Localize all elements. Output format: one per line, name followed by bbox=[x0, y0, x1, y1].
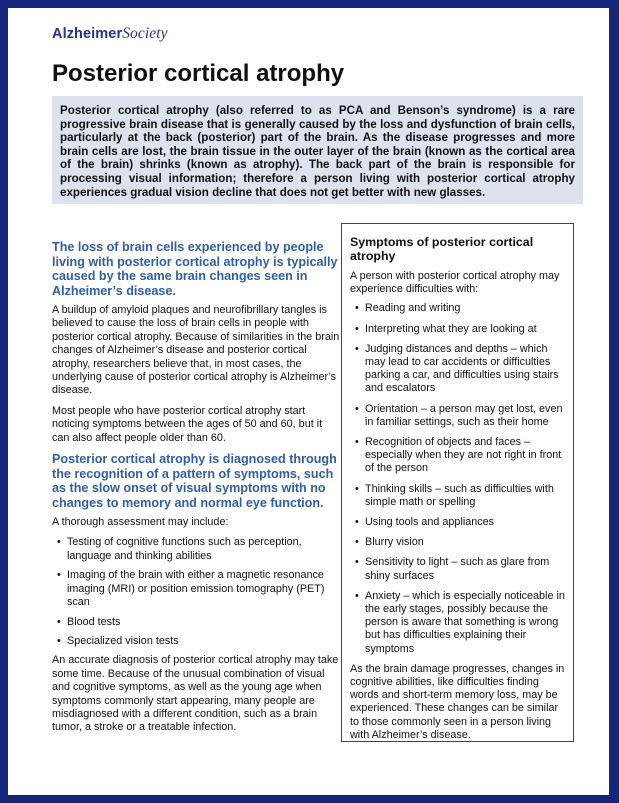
list-item: • Imaging of the brain with either a magnetic resonance imaging (MRI) or position emission tomography (PET) scan bbox=[52, 569, 341, 609]
list-item: • Thinking skills – such as difficulties with simple math or spelling bbox=[350, 483, 566, 509]
paragraph-plaques: A buildup of amyloid plaques and neurofibrillary tangles is believed to cause the loss of brain cells in people with posterior cortical atrophy. Because of similarities in the brain changes of Alzheimer’s disease and posterior cortical atrophy, researchers believe that, in most cases, the underlying cause of posterior cortical atrophy is Alzheimer’s disease. bbox=[52, 304, 340, 397]
list-item: • Recognition of objects and faces – especially when they are not right in front of the person bbox=[350, 436, 566, 476]
section-heading-brain-cells: The loss of brain cells experienced by people living with posterior cortical atrophy is typically caused by the same brain changes seen in Alzheimer’s disease. bbox=[52, 240, 338, 298]
paragraph-misdiagnosis: An accurate diagnosis of posterior cortical atrophy may take some time. Because of the unusual combination of visual and cognitive symptoms, as well as the young age when symptoms commonly start appearing, many people are misdiagnosed with a different condition, such as a brain tumor, a stroke or a treatable infection. bbox=[52, 654, 339, 734]
page-title: Posterior cortical atrophy bbox=[52, 60, 345, 87]
brand-logo bbox=[52, 25, 168, 43]
list-item: • Judging distances and depths – which may lead to car accidents or difficulties parking a car, and difficulties using stairs and escalators bbox=[350, 343, 566, 396]
list-item: • Testing of cognitive functions such as perception, language and thinking abilities bbox=[52, 536, 341, 563]
list-item: • Orientation – a person may get lost, even in familiar settings, such as their home bbox=[350, 403, 566, 429]
list-item: • Blood tests bbox=[52, 616, 341, 629]
list-item: • Anxiety – which is especially noticeable in the early stages, possibly because the person is aware that something is wrong but has difficulties explaining their symptoms bbox=[350, 590, 566, 656]
brand-part1: Alzheimer bbox=[52, 26, 123, 42]
list-item: • Sensitivity to light – such as glare from shiny surfaces bbox=[350, 556, 566, 582]
symptoms-box bbox=[341, 223, 574, 742]
symptoms-outro: As the brain damage progresses, changes in cognitive abilities, like difficulties finding words and short-term memory loss, may be experienced. These changes can be similar to those commonly seen in a person living with Alzheimer’s disease. bbox=[350, 662, 565, 741]
list-item: • Interpreting what they are looking at bbox=[350, 323, 566, 336]
list-item: • Blurry vision bbox=[350, 536, 566, 549]
list-item: • Reading and writing bbox=[350, 302, 566, 315]
symptoms-intro: A person with posterior cortical atrophy may experience difficulties with: bbox=[350, 270, 560, 296]
intro-summary: Posterior cortical atrophy (also referred to as PCA and Benson’s syndrome) is a rare progressive brain disease that is generally caused by the loss and dysfunction of brain cells, particularly at the back (posterior) part of the brain. As the disease progresses and more brain cells are lost, the brain tissue in the outer layer of the brain (known as the cortical area of the brain) shrinks (known as atrophy). The back part of the brain is responsible for processing visual information; therefore a person living with posterior cortical atrophy experiences gradual vision decline that does not get better with new glasses. bbox=[52, 96, 583, 204]
list-item: • Specialized vision tests bbox=[52, 635, 341, 648]
symptoms-title: Symptoms of posterior cortical atrophy bbox=[350, 235, 534, 263]
left-column bbox=[52, 240, 341, 742]
paragraph-assessment: A thorough assessment may include: bbox=[52, 516, 229, 529]
symptoms-list bbox=[350, 302, 566, 655]
assessment-list bbox=[52, 536, 341, 648]
document-page bbox=[8, 8, 609, 795]
paragraph-age: Most people who have posterior cortical atrophy start noticing symptoms between the ages of 50 and 60, but it can also affect people older than 60. bbox=[52, 404, 323, 444]
brand-part2: Society bbox=[122, 25, 168, 42]
list-item: • Using tools and appliances bbox=[350, 516, 566, 529]
section-heading-diagnosis: Posterior cortical atrophy is diagnosed through the recognition of a pattern of symptoms, such as the slow onset of visual symptoms with no changes to memory and normal eye function. bbox=[52, 452, 337, 510]
